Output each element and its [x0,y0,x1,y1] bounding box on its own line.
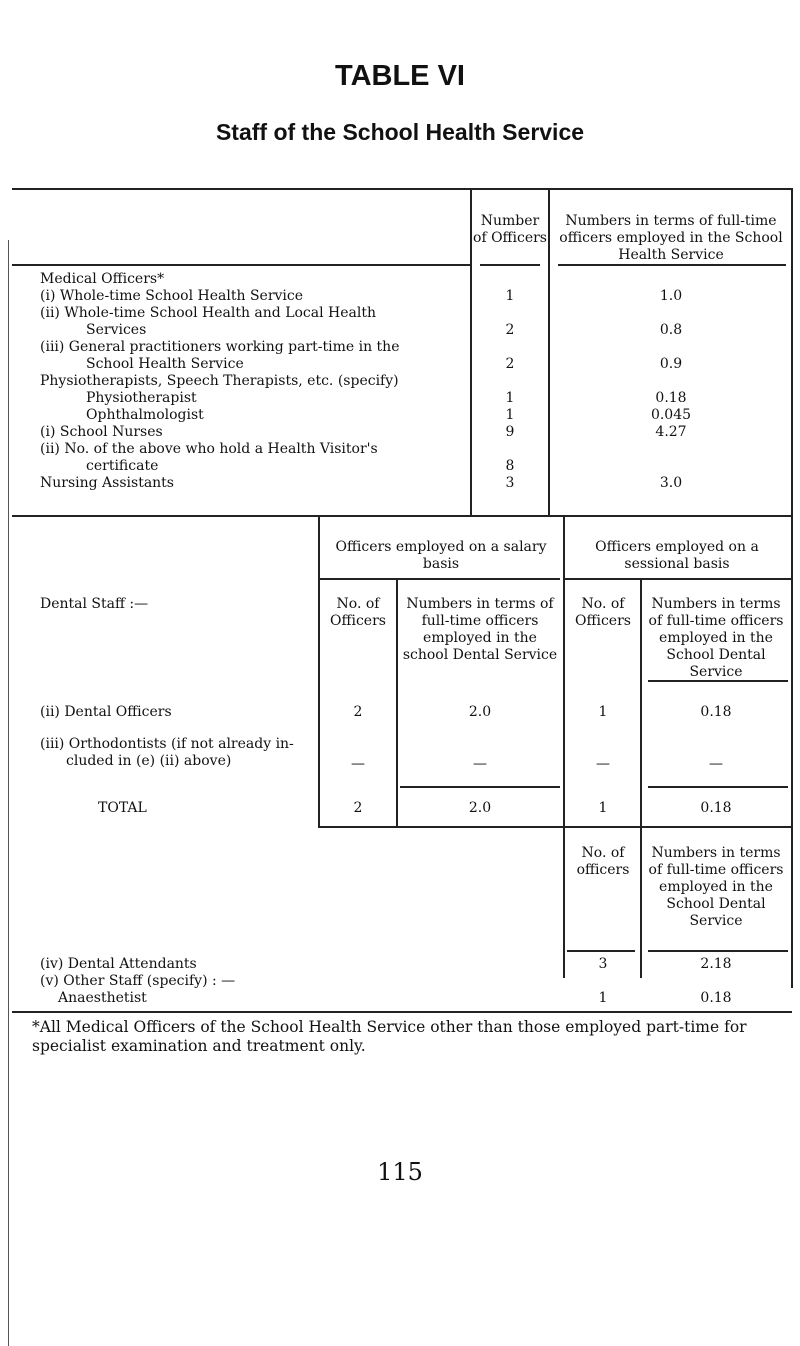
dental-col-divider-b [396,578,398,826]
group-header-sessional: Officers employed on a sessional basis [595,539,759,572]
col-header-number: Number of Officers [473,213,547,246]
col-header-ft-lower: Numbers in terms of full-time officers employed in the School Dental Service [648,845,784,929]
row-label: (v) Other Staff (specify) : — [40,973,236,989]
dental-bottom-rule [12,1011,792,1013]
col-header-no-officers: No. of Officers [330,596,386,629]
cell-value: 0.18 [700,990,732,1006]
row-fulltime: 0.18 [655,390,687,406]
header-rule-mid [480,264,540,266]
dental-staff-label: Dental Staff :— [40,596,149,612]
row-label: (ii) Dental Officers [40,704,172,720]
binding-edge [8,240,9,1346]
group-rule-salary [320,578,560,580]
row-label: (iv) Dental Attendants [40,956,197,972]
row-label: (ii) Whole-time School Health and Local Health [40,305,376,321]
cell-value: 2.18 [700,956,732,972]
row-number: 9 [505,424,515,440]
row-fulltime: 0.9 [659,356,683,372]
row-label: Anaesthetist [58,990,147,1006]
row-label: cluded in (e) (ii) above) [66,753,232,769]
row-number: 8 [505,458,515,474]
col-header-no-officers-lower: No. of officers [576,845,630,878]
page-number: 115 [377,1158,423,1186]
row-fulltime: 0.045 [650,407,692,423]
row-number: 1 [505,288,515,304]
cell-value: — [351,756,365,772]
total-bottom-rule [318,826,791,828]
col-header-ft-sessional: Numbers in terms of full-time officers employed in the School Dental Service [648,596,784,680]
bottom-rule [12,515,792,517]
row-number: 1 [505,407,515,423]
row-number: 2 [505,322,515,338]
total-value: 2 [353,800,363,816]
header-rule-right [558,264,786,266]
cell-value: 2.0 [468,704,492,720]
cell-value: 3 [598,956,608,972]
lower-header-rule-a [567,950,635,952]
footnote: *All Medical Officers of the School Health Service other than those employed part-time for specialist examination and treatment only. [32,1018,747,1055]
cell-value: — [596,756,610,772]
row-label: Nursing Assistants [40,475,174,491]
cell-value: 2 [353,704,363,720]
row-label: (i) School Nurses [40,424,163,440]
group-rule-sessional [565,578,791,580]
dental-col-divider-a [318,516,320,826]
row-fulltime: 1.0 [659,288,683,304]
col-header-fulltime: Numbers in terms of full-time officers employed in the School Health Service [559,213,783,263]
cell-value: — [709,756,723,772]
dental-col-divider-c [563,516,565,978]
total-rule-sessional [648,786,788,788]
top-rule [12,188,792,190]
row-label: (iii) General practitioners working part-time in the [40,339,400,355]
lower-header-rule-b [648,950,788,952]
col-header-no-officers: No. of Officers [575,596,631,629]
cell-value: 1 [598,704,608,720]
row-label: Physiotherapists, Speech Therapists, etc. (specify) [40,373,399,389]
row-number: 3 [505,475,515,491]
row-label: (i) Whole-time School Health Service [40,288,304,304]
group-header-salary: Officers employed on a salary basis [335,539,547,572]
row-number: 2 [505,356,515,372]
total-value: 1 [598,800,608,816]
total-label: TOTAL [98,800,147,816]
table-subheading: Staff of the School Health Service [215,119,585,145]
row-label: Services [86,322,147,338]
row-number: 1 [505,390,515,406]
dental-right-border [791,516,793,988]
cell-value: 1 [598,990,608,1006]
cell-value: 0.18 [700,704,732,720]
col-divider-2 [548,188,550,516]
row-label: Physiotherapist [86,390,197,406]
row-fulltime: 0.8 [659,322,683,338]
row-label: Ophthalmologist [86,407,204,423]
row-label: Medical Officers* [40,271,165,287]
row-label: (iii) Orthodontists (if not already in- [40,736,294,752]
total-value: 2.0 [468,800,492,816]
right-border [791,188,793,516]
row-label: certificate [86,458,159,474]
header-rule-left [12,264,470,266]
row-fulltime: 3.0 [659,475,683,491]
header-rule-sessional-ft [648,680,788,682]
row-fulltime: 4.27 [655,424,687,440]
cell-value: — [473,756,487,772]
row-label: (ii) No. of the above who hold a Health Visitor's [40,441,378,457]
total-value: 0.18 [700,800,732,816]
row-label: School Health Service [86,356,244,372]
dental-col-divider-d [640,578,642,978]
total-rule-salary [400,786,560,788]
table-heading: TABLE VI [335,60,465,92]
col-header-ft-salary: Numbers in terms of full-time officers employed in the school Dental Service [402,596,558,663]
